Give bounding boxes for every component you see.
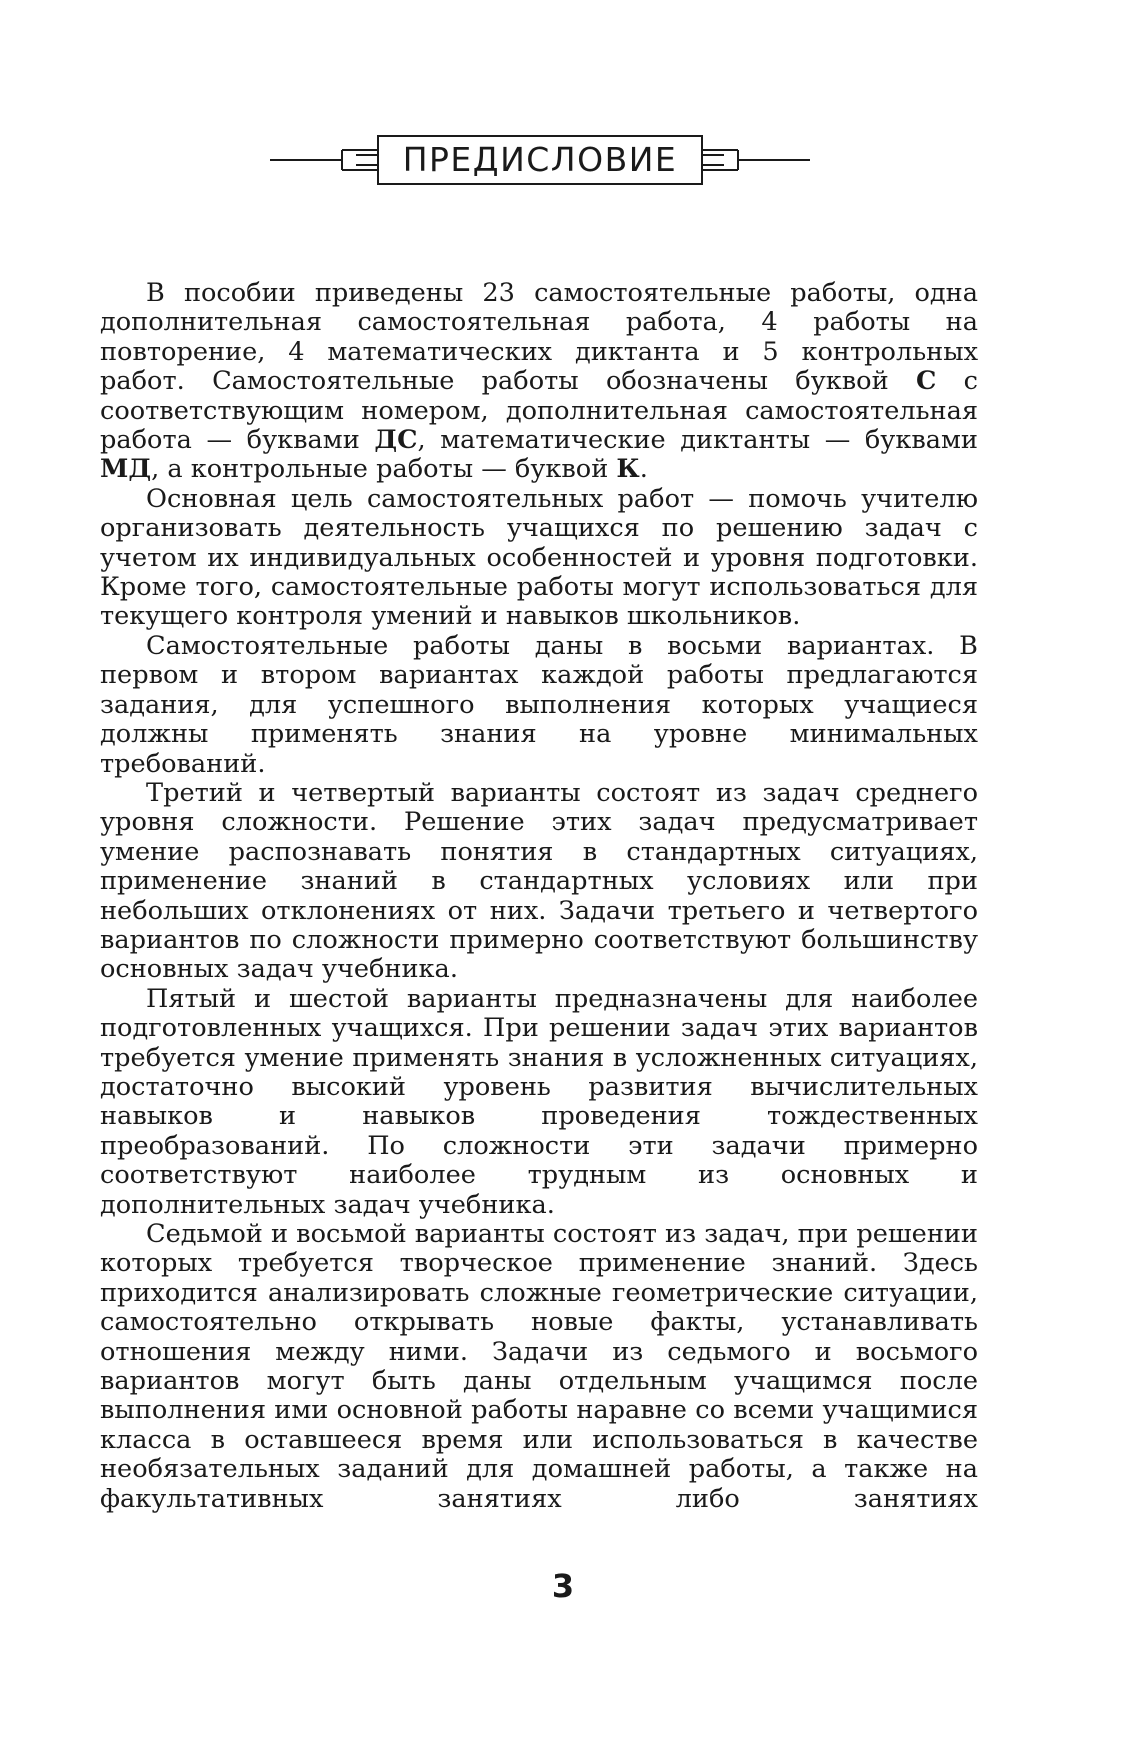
paragraph-6: Седьмой и восьмой варианты состоят из задач, при решении которых требуется творческое применение знаний. Здесь приходится анализировать сложные геометрические ситуации, самостоятельно открывать новые факты, устанавливать отношения между ними. Задачи из седьмого и восьмого вариантов могут быть даны отдельным учащимся после выполнения ими основной работы наравне со всеми учащимися класса в оставшееся время или использоваться в качестве необязательных заданий для домашней работы, а также на факультативных занятиях либо занятиях [100,1219,978,1514]
bold-letters-ds: ДС [374,425,418,456]
paragraph-1-text-c: , математические диктанты — буквами [417,425,978,456]
paragraph-3: Самостоятельные работы даны в восьми вариантах. В первом и втором вариантах каждой работы предлагаются задания, для успешного выполнения которых учащиеся должны применять знания на уровне минимальных требований. [100,630,978,779]
bold-letter-c: С [915,366,937,397]
paragraph-4: Третий и четвертый варианты состоят из задач среднего уровня сложности. Решение этих задач предусматривает умение распознавать понятия в стандартных ситуациях, применение знаний в стандартных условиях или при небольших отклонениях от них. Задачи третьего и четвертого вариантов по сложности примерно соответствуют большинству основных задач учебника. [100,777,978,985]
paragraph-2: Основная цель самостоятельных работ — помочь учителю организовать деятельность учащихся по решению задач с учетом их индивидуальных особенностей и уровня подготовки. Кроме того, самостоятельные работы могут использоваться для текущего контроля умений и навыков школьников. [100,483,978,632]
body-text [100,279,978,1514]
paragraph-1-text-a: В пособии приведены 23 самостоятельные работы, одна дополнительная самостоятельная работа, 4 работы на повторение, 4 математических диктанта и 5 контрольных работ. Самостоятельные работы обозначены буквой [100,278,978,397]
page-title: ПРЕДИСЛОВИЕ [402,140,678,179]
bold-letter-k: К [616,454,640,485]
paragraph-1-text-d: , а контрольные работы — буквой [151,454,617,485]
paragraph-5: Пятый и шестой варианты предназначены для наиболее подготовленных учащихся. При решении задач этих вариантов требуется умение применять знания в усложненных ситуациях, достаточно высокий уровень развития вычислительных навыков и навыков проведения тождественных преобразований. По сложности эти задачи примерно соответствуют наиболее трудным из основных и дополнительных задач учебника. [100,983,978,1220]
paragraph-1 [100,279,978,485]
paragraph-1-text-b: с соответствующим номером, дополнительная самостоятельная работа — буквами [100,366,978,456]
paragraph-1-text-e: . [639,454,648,485]
bold-letters-md: МД [100,454,152,485]
page-number: 3 [551,1567,575,1605]
chapter-heading [270,132,810,188]
